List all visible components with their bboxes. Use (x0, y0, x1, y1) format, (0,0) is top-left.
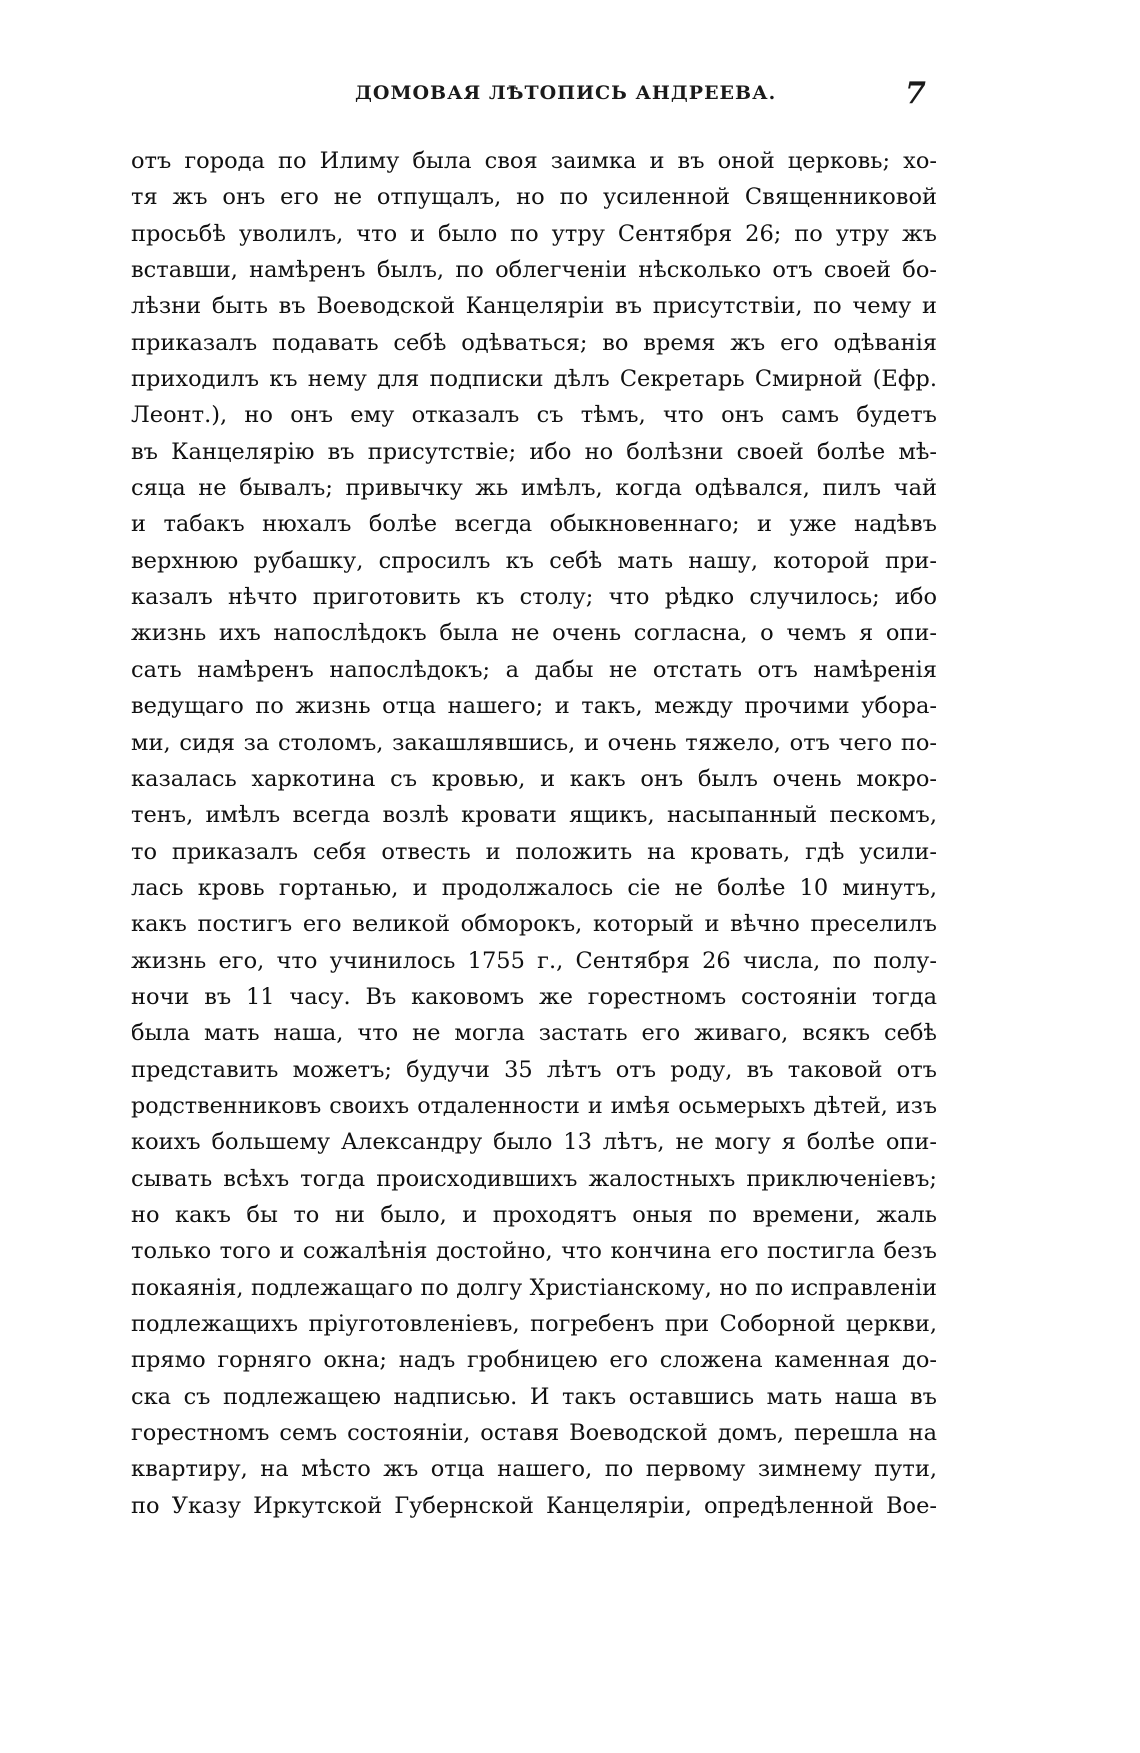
text-line: тя жъ онъ его не отпущалъ, но по усиленной Священниковой (131, 184, 937, 211)
text-line: сяца не бывалъ; привычку жь имѣлъ, когда одѣвался, пилъ чай (131, 475, 937, 502)
text-line: была мать наша, что не могла застать его живаго, всякъ себѣ (131, 1020, 937, 1047)
text-line: ми, сидя за столомъ, закашлявшись, и очень тяжело, отъ чего по- (131, 729, 937, 756)
text-line: ска съ подлежащею надписью. И такъ оставшись мать наша въ (131, 1383, 937, 1410)
text-line: представить можетъ; будучи 35 лѣтъ отъ роду, въ таковой отъ (131, 1056, 937, 1083)
text-line: лась кровь гортанью, и продолжалось сіе не болѣе 10 минутъ, (131, 874, 937, 901)
text-line: родственниковъ своихъ отдаленности и имѣя осьмерыхъ дѣтей, изъ (131, 1092, 937, 1119)
text-line: сывать всѣхъ тогда происходившихъ жалостныхъ приключеніевъ; (131, 1165, 937, 1192)
text-line: казалъ нѣчто приготовить къ столу; что рѣдко случилось; ибо (131, 584, 937, 611)
text-line: ведущаго по жизнь отца нашего; и такъ, между прочими убора- (131, 693, 937, 720)
text-line: сать намѣренъ напослѣдокъ; а дабы не отстать отъ намѣренія (131, 656, 937, 683)
text-line: покаянія, подлежащаго по долгу Христіанскому, но по исправленіи (131, 1274, 937, 1301)
text-line: приказалъ подавать себѣ одѣваться; во время жъ его одѣванія (131, 329, 937, 356)
text-line: жизнь ихъ напослѣдокъ была не очень согласна, о чемъ я опи- (131, 620, 937, 647)
text-line: то приказалъ себя отвесть и положить на кровать, гдѣ усили- (131, 838, 937, 865)
text-line: лѣзни быть въ Воеводской Канцеляріи въ присутствіи, по чему и (131, 293, 937, 320)
text-line: просьбѣ уволилъ, что и было по утру Сентября 26; по утру жъ (131, 220, 937, 247)
page-number: 7 (905, 76, 926, 111)
text-line: ночи въ 11 часу. Въ каковомъ же горестномъ состояніи тогда (131, 983, 937, 1010)
text-line: коихъ большему Александру было 13 лѣтъ, не могу я болѣе опи- (131, 1129, 937, 1156)
text-line: по Указу Иркутской Губернской Канцеляріи, опредѣленной Вое- (131, 1492, 937, 1519)
text-line: верхнюю рубашку, спросилъ къ себѣ мать нашу, которой при- (131, 547, 937, 574)
text-line: подлежащихъ пріуготовленіевъ, погребенъ при Соборной церкви, (131, 1311, 937, 1337)
text-line: и табакъ нюхалъ болѣе всегда обыкновеннаго; и уже надѣвъ (131, 511, 937, 538)
text-line: Леонт.), но онъ ему отказалъ съ тѣмъ, что онъ самъ будетъ (131, 402, 937, 429)
text-line: тенъ, имѣлъ всегда возлѣ кровати ящикъ, насыпанный пескомъ, (131, 802, 937, 829)
text-line: отъ города по Илиму была своя заимка и въ оной церковь; хо- (131, 148, 937, 174)
text-line: горестномъ семъ состояніи, оставя Воеводской домъ, перешла на (131, 1420, 937, 1447)
text-line: какъ постигъ его великой обморокъ, который и вѣчно преселилъ (131, 911, 937, 938)
text-line: прямо горняго окна; надъ гробницею его сложена каменная до- (131, 1347, 937, 1374)
text-line: въ Канцелярію въ присутствіе; ибо но болѣзни своей болѣе мѣ- (131, 438, 937, 465)
text-line: только того и сожалѣнія достойно, что кончина его постигла безъ (131, 1238, 937, 1265)
running-title: ДОМОВАЯ ЛѢТОПИСЬ АНДРЕЕВА. (355, 82, 777, 104)
text-line: вставши, намѣренъ былъ, по облегченіи нѣсколько отъ своей бо- (131, 257, 937, 284)
text-line: казалась харкотина съ кровью, и какъ онъ былъ очень мокро- (131, 765, 937, 792)
text-line: жизнь его, что учинилось 1755 г., Сентября 26 числа, по полу- (131, 947, 937, 974)
text-line: но какъ бы то ни было, и проходятъ оныя по времени, жаль (131, 1201, 937, 1228)
text-line: приходилъ къ нему для подписки дѣлъ Секретарь Смирной (Ефр. (131, 366, 937, 393)
running-head (0, 76, 1140, 111)
text-line: квартиру, на мѣсто жъ отца нашего, по первому зимнему пути, (131, 1456, 937, 1483)
body-text (131, 143, 937, 1524)
